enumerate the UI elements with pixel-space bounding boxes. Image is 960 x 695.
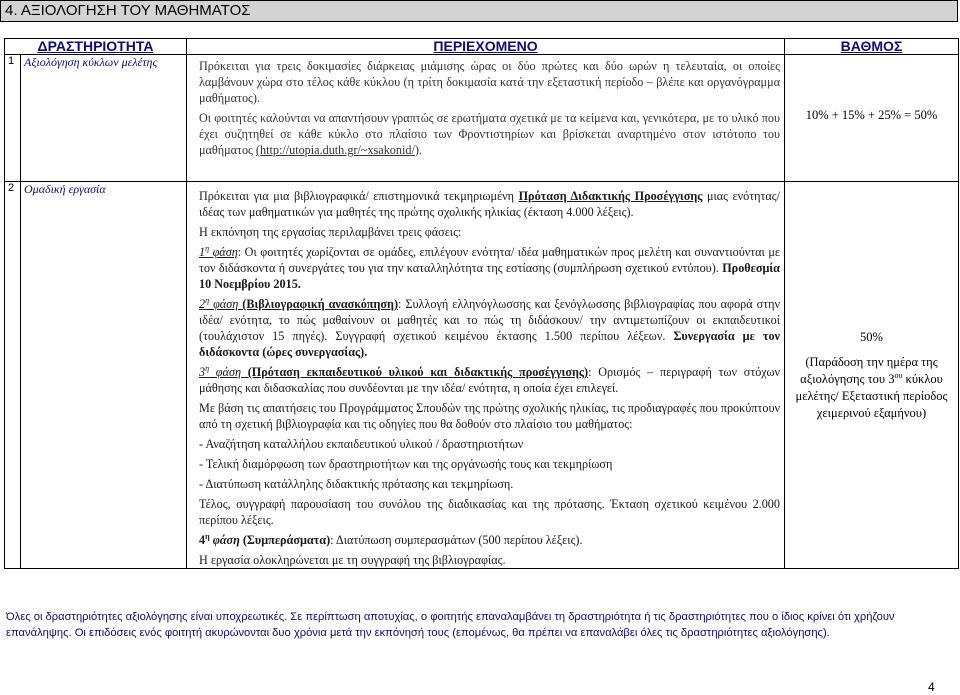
section-title: 4. ΑΞΙΟΛΟΓΗΣΗ ΤΟΥ ΜΑΘΗΜΑΤΟΣ <box>0 0 958 22</box>
header-grade: ΒΑΘΜΟΣ <box>785 39 959 55</box>
content-paragraph <box>199 188 780 220</box>
phase-title: (Συμπεράσματα) <box>239 533 331 547</box>
phase-text: : Ορισμός – περιγραφή των στόχων μάθησης και διδασκαλίας που συνδέονται με την ιδέα/ ενότητα, η οποία έχει επιλεγεί. <box>199 365 780 395</box>
page-number: 4 <box>928 680 935 694</box>
paragraph-text: μιας ενότητας/ ιδέας των μαθηματικών για μαθητές της πρώτης σχολικής ηλικίας (έκταση 4.000 λέξεις). <box>199 189 781 219</box>
grade-note: (Παράδοση την ημέρα της αξιολόγησης του $3^{o\upsilon}$ κύκλου μελέτης/ Εξεταστική περίοδος χειμερινού εξαμήνου) <box>795 354 948 420</box>
row-number: 1 <box>5 55 21 182</box>
phase-text: : Συλλογή ελληνόγλωσσης και ξενόγλωσσης βιβλιογραφίας που αφορά στην ιδέα/ ενότητα, το πώς μαθαίνουν οι μαθητές και το πώς τη διδάσκουν/ την αντιμετωπίζουν οι εκπαιδευτικοί (τουλάχιστον 15 πηγές). Συγγραφή σχετικού κειμένου έκτασης 1.500 περίπου λέξεων. <box>199 297 780 343</box>
table-row <box>5 182 959 569</box>
phase-4 <box>199 532 780 548</box>
content-paragraph: Η εκπόνηση της εργασίας περιλαμβάνει τρεις φάσεις: <box>199 225 462 239</box>
activity-name: Ομαδική εργασία <box>21 182 187 569</box>
content-paragraph: Με βάση τις απαιτήσεις του Προγράμματος Σπουδών της πρώτης σχολικής ηλικίας, τις προδιαγραφές που προκύπτουν από τη σχετική βιβλιογραφία και τις οδηγίες που θα δοθούν στο πλαίσιο του μαθήματος: <box>199 401 780 431</box>
content-paragraph <box>199 110 780 158</box>
phase-text: : Διατύπωση συμπερασμάτων (500 περίπου λέξεις). <box>330 533 583 547</box>
paragraph-text: Οι φοιτητές καλούνται να απαντήσουν γραπτώς σε ερωτήματα σχετικά με τα κείμενα και, γενικότερα, με το υλικό που έχει συζητηθεί σε κάθε κύκλο στο πλαίσιο των Φροντιστηρίων και βρίσκεται αναρτημένο στον ιστότοπο του μαθήματος <box>199 111 780 157</box>
content-paragraph: Πρόκειται για τρεις δοκιμασίες διάρκειας μιάμισης ώρας οι δύο πρώτες και δύο ωρών η τελευταία, οι οποίες λαμβάνουν χώρα στο τέλος κάθε κύκλου (η τρίτη δοκιμασία κατά την εξεταστική περίοδο – βλέπε και οργανόγραμμα μαθήματος). <box>199 59 780 105</box>
content-paragraph: Η εργασία ολοκληρώνεται με τη συγγραφή της βιβλιογραφίας. <box>199 553 506 567</box>
phase-label: $2^\eta$ φάση <box>199 295 239 311</box>
phase-label: $4^\eta$ φάση <box>199 531 240 547</box>
footer-note: Όλες οι δραστηριότητες αξιολόγησης είναι υποχρεωτικές. Σε περίπτωση αποτυχίας, ο φοιτητής επαναλαμβάνει τη δραστηριότητα ή τις δραστηριότητες που ο ίδιος κρίνει ότι χρήζουν επανάληψης. Οι επιδόσεις ενός φοιτητή ακυρώνονται δυο χρόνια μετά την εκπόνησή τους (επομένως, θα πρέπει να επαναλάβει όλες τις δραστηριότητες αξιολόγησης). <box>6 611 895 639</box>
header-activity: ΔΡΑΣΤΗΡΙΟΤΗΤΑ <box>5 39 187 55</box>
grade-value: 50% <box>860 329 883 344</box>
activity-content <box>187 182 785 569</box>
phase-title: (Πρόταση εκπαιδευτικού υλικού και διδακτικής προσέγγισης) <box>241 365 589 379</box>
phase-title: (Βιβλιογραφική ανασκόπηση) <box>238 297 399 311</box>
table-header-row <box>5 39 959 55</box>
activity-content <box>187 55 785 182</box>
course-website-link[interactable]: (http://utopia.duth.gr/~xsakonid/ <box>255 143 415 157</box>
row-number: 2 <box>5 182 21 569</box>
content-paragraph: Τέλος, συγγραφή παρουσίαση του συνόλου της διαδικασίας και της πρότασης. Έκταση σχετικού κειμένου 2.000 περίπου λέξεις. <box>199 497 780 527</box>
phase-3 <box>199 364 780 396</box>
phase-label: $3^\eta$ φάση <box>199 363 241 379</box>
header-content: ΠΕΡΙΕΧΟΜΕΝΟ <box>187 39 785 55</box>
phase-text: : Οι φοιτητές χωρίζονται σε ομάδες, επιλέγουν ενότητα/ ιδέα μαθηματικών προς μελέτη και συναντιούνται με τον διδάσκοντα ή συνεργάτες του για την καταλληλότητα της εστίασης (συμπλήρωση σχετικού εντύπου). <box>199 245 780 275</box>
phase-1 <box>199 244 780 292</box>
phase-2 <box>199 296 780 360</box>
phase-label: $1^\eta$ φάση <box>199 243 238 259</box>
phase-deadline: Προθεσμία 10 Νοεμβρίου 2015. <box>199 261 780 291</box>
activity-name: Αξιολόγηση κύκλων μελέτης <box>21 55 187 182</box>
assessment-table <box>4 38 959 569</box>
list-item: - Αναζήτηση καταλλήλου εκπαιδευτικού υλικού / δραστηριοτήτων <box>199 437 524 451</box>
paragraph-end: ). <box>414 143 422 157</box>
table-row <box>5 55 959 182</box>
proposal-title: Πρόταση Διδακτικής Προσέγγισης <box>518 189 703 203</box>
phase-collaboration: Συνεργασία με τον διδάσκοντα (ώρες συνεργασίας). <box>199 329 780 359</box>
list-item: - Τελική διαμόρφωση των δραστηριοτήτων και της οργάνωσής τους και τεκμηρίωση <box>199 457 613 471</box>
list-item: - Διατύπωση κατάλληλης διδακτικής πρότασης και τεκμηρίωση. <box>199 477 514 491</box>
grade-cell <box>785 182 959 569</box>
grade-value: 10% + 15% + 25% = 50% <box>785 55 959 182</box>
paragraph-text: Πρόκειται για μια βιβλιογραφικά/ επιστημονικά τεκμηριωμένη <box>199 189 519 203</box>
